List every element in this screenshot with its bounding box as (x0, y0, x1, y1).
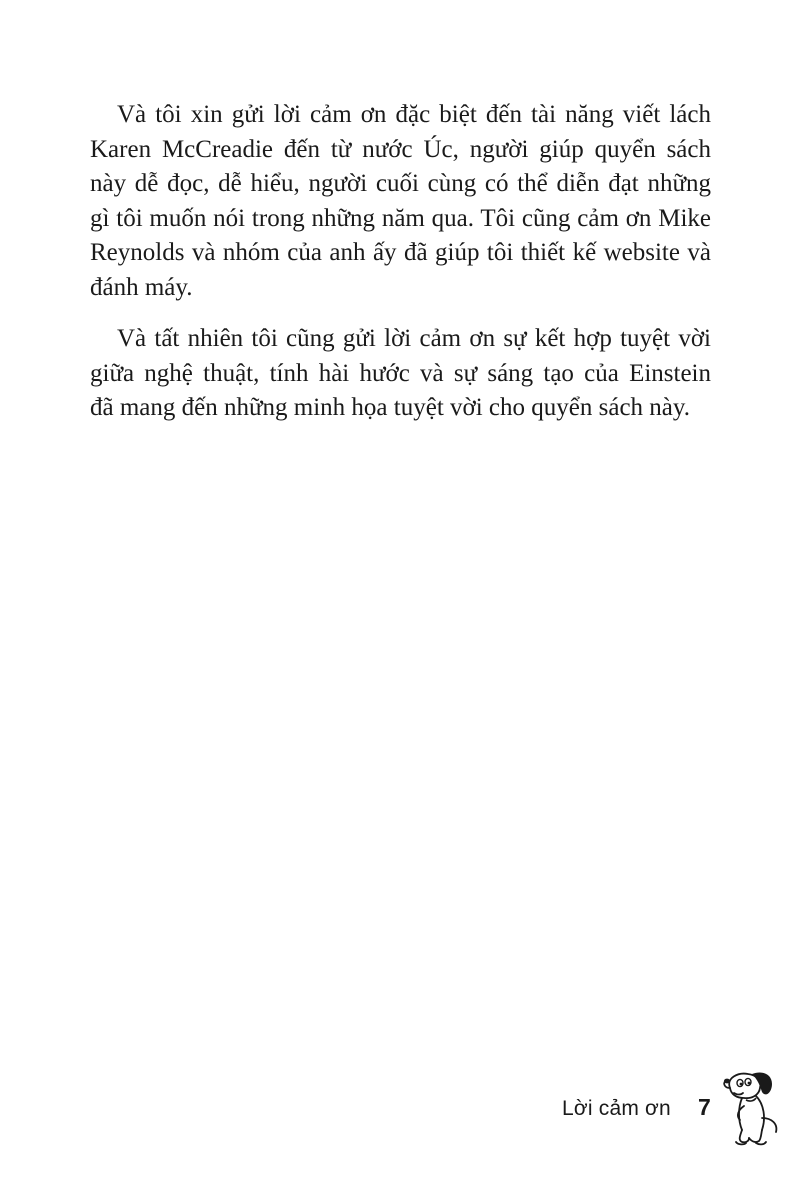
text-line: Reynolds và nhóm của anh ấy đã giúp tôi thiết kế website và (90, 239, 711, 266)
running-footer-title: Lời cảm ơn (562, 1097, 671, 1120)
text-line: đã mang đến những minh họa tuyệt vời cho quyển sách này. (90, 394, 691, 421)
text-line: đánh máy. (90, 273, 193, 301)
paragraph-acknowledgement-1 (90, 98, 711, 305)
page-number: 7 (698, 1094, 711, 1120)
text-line: giữa nghệ thuật, tính hài hước và sự sáng tạo của Einstein (90, 359, 711, 387)
paragraph-acknowledgement-2 (90, 322, 711, 426)
page-body (90, 98, 711, 443)
cartoon-dog-icon (716, 1068, 790, 1148)
text-line: Karen McCreadie đến từ nước Úc, người giúp quyển sách (90, 135, 711, 163)
text-line: Và tất nhiên tôi cũng gửi lời cảm ơn sự kết hợp tuyệt vời (117, 325, 711, 352)
text-line: Và tôi xin gửi lời cảm ơn đặc biệt đến tài năng viết lách (117, 101, 711, 128)
text-line: này dễ đọc, dễ hiểu, người cuối cùng có thể diễn đạt những (90, 170, 711, 197)
text-line: gì tôi muốn nói trong những năm qua. Tôi cũng cảm ơn Mike (90, 204, 711, 232)
